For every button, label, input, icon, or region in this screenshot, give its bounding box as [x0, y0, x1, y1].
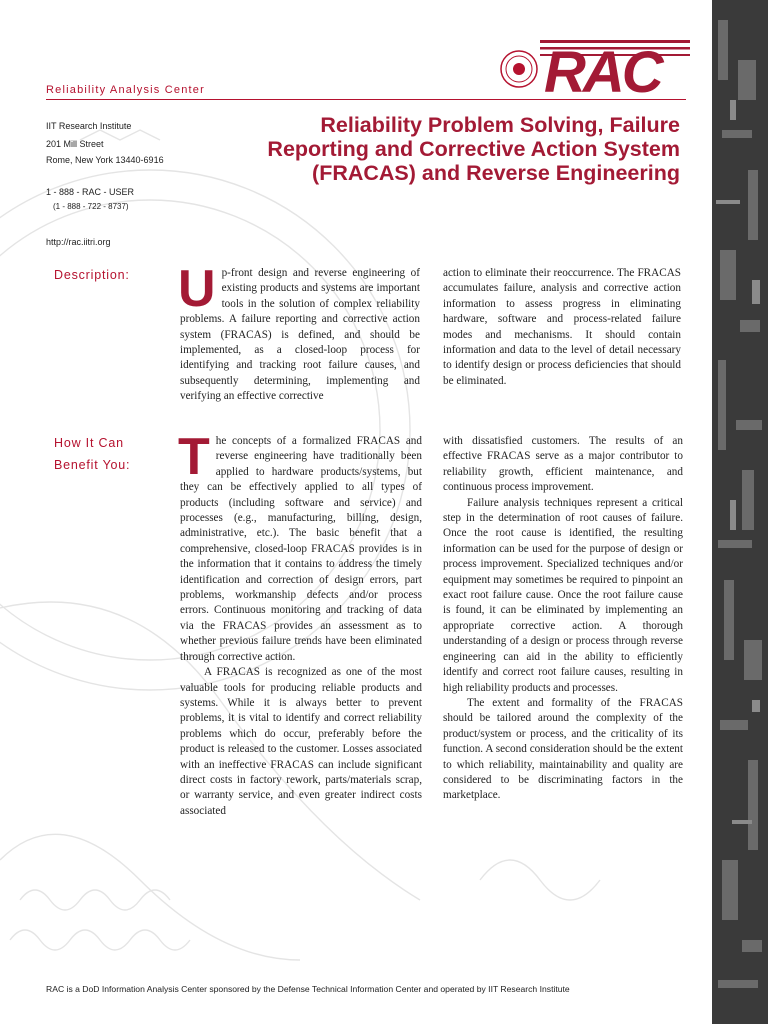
- title-line-1: Reliability Problem Solving, Failure: [320, 113, 680, 137]
- description-dropcap: U: [178, 260, 216, 318]
- address-street: 201 Mill Street: [46, 139, 104, 149]
- org-name: Reliability Analysis Center: [46, 84, 205, 96]
- description-column-2: [443, 266, 681, 389]
- website-url[interactable]: http://rac.iitri.org: [46, 237, 111, 247]
- phone-numeric: (1 - 888 - 722 - 8737): [53, 202, 129, 211]
- description-text-1: p-front design and reverse engineering of existing products and systems are important tools in the solution of complex reliability problems. A failure reporting and corrective action system (FRACAS) is defined, and should be implemented, as a closed-loop process for identifying and tracking root failure causes, and subsequently determining, implementing and verifying an effective corrective: [180, 267, 420, 403]
- address-city: Rome, New York 13440-6916: [46, 155, 164, 165]
- title-line-3: (FRACAS) and Reverse Engineering: [312, 161, 680, 185]
- benefit-label-line-1: How It Can: [54, 436, 124, 450]
- page-title: [170, 113, 680, 185]
- benefit-column-2: [443, 434, 683, 804]
- rac-logo: [540, 30, 690, 100]
- benefit-text-1: he concepts of a formalized FRACAS and reverse engineering have traditionally been applied to hardware products/systems, but they can be effectively applied to all types of products (including software and service) and processes (e.g., manufacturing, billing, design, administrative, etc.). The basic benefit that a comprehensive, closed-loop FRACAS provides is in the information that it contains to address the timely identification and correction of design errors, part problems, workmanship defects and/or process errors. Continuous monitoring and tracking of data via the FRACAS provides an assessment as to whether previous failure trends have been eliminated through corrective action.: [180, 435, 422, 663]
- benefit-text-2: A FRACAS is recognized as one of the most valuable tools for producing reliable products and systems. While it is always better to prevent problems, it is vital to identify and correct reliability problems which do occur, preferably before the product is released to the customer. Losses associated with an ineffective FRACAS can include significant direct costs in factory rework, parts/materials scrap, or warranty service, and even greater indirect costs associated: [180, 666, 422, 817]
- rac-logo-text: RAC: [544, 40, 661, 100]
- benefit-text-5: The extent and formality of the FRACAS should be tailored around the complexity of the product/system or process, and the criticality of its function. A second consideration should be the extent to which reliability, maintainability and quality are considered to be discriminating factors in the marketplace.: [443, 696, 683, 802]
- description-column-1: [178, 260, 420, 405]
- benefit-label-line-2: Benefit You:: [54, 458, 131, 472]
- title-line-2: Reporting and Corrective Action System: [267, 137, 680, 161]
- description-text-2: action to eliminate their reoccurrence. The FRACAS accumulates failure, analysis and corrective action information to assess progress in eliminating hardware, software and process-related failure modes and mechanisms. It should contain information and data to the level of detail necessary to identify design or process deficiencies that should be eliminated.: [443, 267, 681, 387]
- phone-number: 1 - 888 - RAC - USER: [46, 187, 135, 197]
- description-label: Description:: [54, 268, 130, 282]
- benefit-text-3: with dissatisfied customers. The results of an effective FRACAS serve as a major contributor to reliability growth, efficient maintenance, and continuous process improvement.: [443, 435, 683, 494]
- benefit-dropcap: T: [178, 428, 210, 486]
- address-institute: IIT Research Institute: [46, 121, 132, 131]
- footer-text: RAC is a DoD Information Analysis Center sponsored by the Defense Technical Information Center and operated by IIT Research Institute: [46, 984, 570, 994]
- benefit-column-1: [178, 428, 422, 819]
- decorative-side-strip: [712, 0, 768, 1024]
- dod-seal: [500, 50, 538, 88]
- benefit-text-4: Failure analysis techniques represent a critical step in the determination of root causes of failure. Once the root cause is identified, the resulting information can be used for the purpose of design or process improvement. Specialized techniques and/or equipment may sometimes be required to pinpoint an exact root failure cause. Once the root failure cause is found, it can be eliminated by implementing an appropriate corrective action. A thorough understanding of a design or process through reverse engineering can aid in the ability to efficiently identify and correct root failure causes, resulting in high reliability products and processes.: [443, 496, 683, 694]
